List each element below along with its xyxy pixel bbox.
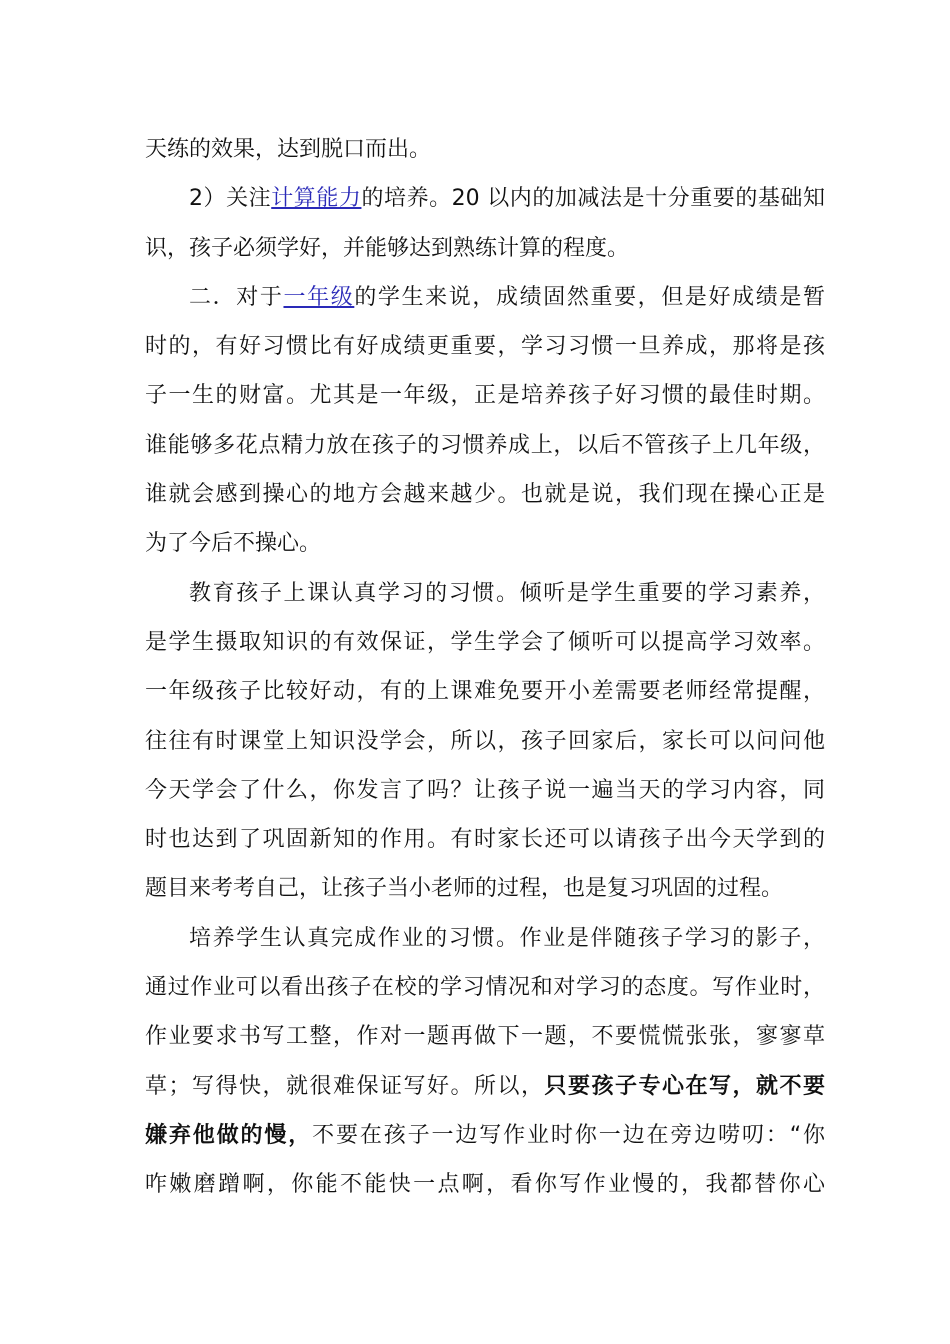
text-line: 咋嫩磨蹭啊，你能不能快一点啊，看你写作业慢的，我都替你心: [145, 1172, 825, 1198]
text-line: 时的，有好习惯比有好成绩更重要，学习习惯一旦养成，那将是孩: [145, 334, 825, 360]
link-first-grade[interactable]: 一年级: [283, 284, 355, 310]
text-line: 谁就会感到操心的地方会越来越少。也就是说，我们现在操心正是: [145, 482, 825, 508]
bold-emphasis: 嫌弃他做的慢，: [145, 1122, 313, 1148]
text-line: 二．对于一年级的学生来说，成绩固然重要，但是好成绩是暂: [189, 284, 825, 310]
text-line: 题目来考考自己，让孩子当小老师的过程，也是复习巩固的过程。: [145, 876, 784, 902]
text-line: 是学生摄取知识的有效保证，学生学会了倾听可以提高学习效率。: [145, 629, 825, 655]
text-line: 今天学会了什么，你发言了吗？让孩子说一遍当天的学习内容，同: [145, 777, 825, 803]
text-line: 作业要求书写工整，作对一题再做下一题，不要慌慌张张，寥寥草: [145, 1024, 825, 1050]
text-line: 嫌弃他做的慢，不要在孩子一边写作业时你一边在旁边唠叨：“你: [145, 1122, 825, 1148]
text-line: 培养学生认真完成作业的习惯。作业是伴随孩子学习的影子，: [189, 925, 825, 951]
text-line: 谁能够多花点精力放在孩子的习惯养成上，以后不管孩子上几年级，: [145, 432, 825, 458]
link-calculation-ability[interactable]: 计算能力: [271, 186, 362, 212]
text-line: 往往有时课堂上知识没学会，所以，孩子回家后，家长可以问问他: [145, 728, 825, 754]
text-line: 一年级孩子比较好动，有的上课难免要开小差需要老师经常提醒，: [145, 679, 825, 705]
text-line: 为了今后不操心。: [145, 531, 322, 557]
text-line: 时也达到了巩固新知的作用。有时家长还可以请孩子出今天学到的: [145, 827, 825, 853]
text-line: 草；写得快，就很难保证写好。所以，只要孩子专心在写，就不要: [145, 1073, 825, 1099]
text-line: 子一生的财富。尤其是一年级，正是培养孩子好习惯的最佳时期。: [145, 383, 825, 409]
text-line: 天练的效果，达到脱口而出。: [145, 137, 432, 162]
text-line: 2）关注计算能力的培养。20 以内的加减法是十分重要的基础知: [189, 186, 825, 212]
document-page: [145, 125, 825, 1210]
bold-emphasis: 只要孩子专心在写，就不要: [544, 1073, 825, 1099]
text-line: 通过作业可以看出孩子在校的学习情况和对学习的态度。写作业时，: [145, 975, 825, 1001]
text-line: 识，孩子必须学好，并能够达到熟练计算的程度。: [145, 235, 630, 261]
text-line: 教育孩子上课认真学习的习惯。倾听是学生重要的学习素养，: [189, 580, 825, 606]
